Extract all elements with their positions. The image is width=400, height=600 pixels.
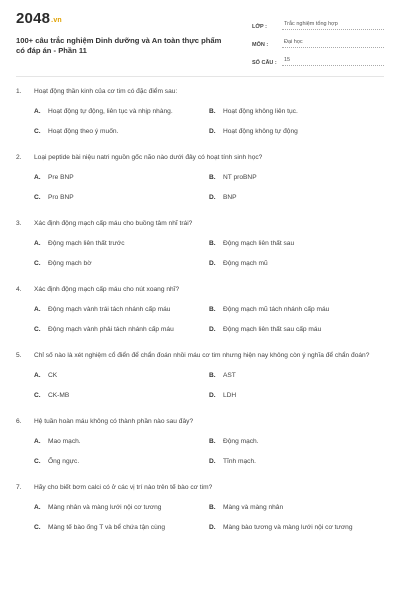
answer-letter: A. — [34, 305, 41, 313]
answer-text: Pre BNP — [48, 173, 74, 181]
answer-letter: B. — [209, 371, 216, 379]
answer-text: Động mạch mũ tách nhánh cấp máu — [223, 305, 330, 313]
answer-grid — [16, 105, 384, 137]
answer-text: Màng và màng nhân — [223, 503, 284, 511]
answer-text: Động mạch liên thất sau cấp máu — [223, 325, 322, 333]
answer-option[interactable] — [209, 369, 384, 381]
answer-option[interactable] — [34, 303, 209, 315]
answer-text: Tĩnh mạch. — [223, 457, 256, 465]
question-body: Hệ tuần hoàn máu không có thành phần nào sau đây? — [34, 418, 194, 425]
meta-value: Trắc nghiệm tổng hợp — [282, 21, 384, 30]
question-item — [16, 417, 384, 483]
answer-letter: C. — [34, 193, 41, 201]
question-number: 5. — [16, 352, 22, 359]
answer-letter: B. — [209, 107, 216, 115]
answer-grid — [16, 303, 384, 335]
answer-option[interactable] — [209, 389, 384, 401]
answer-letter: C. — [34, 391, 41, 399]
question-number: 1. — [16, 88, 22, 95]
answer-text: Động mạch vành phải tách nhánh cấp máu — [48, 325, 174, 333]
answer-option[interactable] — [209, 191, 384, 203]
question-number: 7. — [16, 484, 22, 491]
header-divider — [16, 76, 384, 77]
answer-text: BNP — [223, 193, 237, 201]
meta-key: LỚP : — [252, 24, 267, 30]
answer-text: Hoạt động không tự động — [223, 127, 298, 135]
meta-key: MÔN : — [252, 42, 269, 48]
answer-option[interactable] — [209, 435, 384, 447]
answer-text: NT proBNP — [223, 173, 257, 181]
answer-letter: D. — [209, 127, 216, 135]
question-body: Hãy cho biết bơm calci có ở các vị trí nào trên tế bào cơ tim? — [34, 484, 213, 491]
question-number: 6. — [16, 418, 22, 425]
question-text — [16, 351, 384, 361]
answer-text: Động mạch vành trái tách nhánh cấp máu — [48, 305, 171, 313]
answer-option[interactable] — [34, 237, 209, 249]
answer-text: Pro BNP — [48, 193, 74, 201]
meta-value: Đại học — [282, 39, 384, 48]
answer-letter: A. — [34, 239, 41, 247]
meta-row-subject — [252, 34, 384, 48]
answer-option[interactable] — [34, 501, 209, 513]
answer-text: Động mạch liên thất trước — [48, 239, 125, 247]
answer-letter: B. — [209, 173, 216, 181]
question-item — [16, 153, 384, 219]
question-separator — [16, 137, 384, 153]
question-body: Chỉ số nào là xét nghiệm cổ điển để chẩn đoán nhồi máu cơ tim nhưng hiện nay không còn ý nghĩa để chẩn đoán? — [34, 352, 370, 359]
answer-letter: A. — [34, 503, 41, 511]
question-body: Xác định động mạch cấp máu cho nút xoang nhĩ? — [34, 286, 180, 293]
answer-text: Động mạch. — [223, 437, 259, 445]
meta-value: 15 — [282, 57, 384, 66]
answer-letter: C. — [34, 259, 41, 267]
answer-option[interactable] — [34, 125, 209, 137]
answer-letter: C. — [34, 127, 41, 135]
answer-text: Ống ngực. — [48, 457, 80, 465]
answer-option[interactable] — [34, 105, 209, 117]
answer-option[interactable] — [34, 191, 209, 203]
question-body: Hoạt động thần kinh của cơ tim có đặc điểm sau: — [34, 88, 178, 95]
document-meta — [252, 10, 384, 74]
question-text — [16, 153, 384, 163]
question-item — [16, 87, 384, 153]
answer-option[interactable] — [209, 125, 384, 137]
answer-letter: D. — [209, 325, 216, 333]
answer-option[interactable] — [209, 237, 384, 249]
question-number: 2. — [16, 154, 22, 161]
document-header — [16, 10, 384, 74]
answer-option[interactable] — [209, 521, 384, 533]
question-item — [16, 351, 384, 417]
answer-option[interactable] — [34, 455, 209, 467]
answer-letter: D. — [209, 193, 216, 201]
answer-text: CK — [48, 371, 58, 379]
question-text — [16, 285, 384, 295]
document-title — [16, 36, 231, 56]
answer-option[interactable] — [209, 105, 384, 117]
question-text — [16, 87, 384, 97]
answer-option[interactable] — [209, 257, 384, 269]
answer-letter: A. — [34, 437, 41, 445]
answer-text: Mao mạch. — [48, 437, 81, 445]
answer-letter: D. — [209, 457, 216, 465]
answer-letter: D. — [209, 523, 216, 531]
question-separator — [16, 335, 384, 351]
answer-text: Hoạt động tự động, liên tục và nhịp nhàng. — [48, 107, 173, 115]
answer-grid — [16, 369, 384, 401]
answer-letter: B. — [209, 437, 216, 445]
question-separator — [16, 401, 384, 417]
answer-option[interactable] — [34, 323, 209, 335]
answer-letter: D. — [209, 259, 216, 267]
question-separator — [16, 203, 384, 219]
answer-grid — [16, 435, 384, 467]
answer-text: AST — [223, 371, 236, 379]
answer-text: Màng nhân và màng lưới nội cơ tương — [48, 503, 162, 511]
site-logo[interactable] — [16, 10, 231, 30]
answer-letter: C. — [34, 523, 41, 531]
title-line-2: có đáp án - Phần 11 — [16, 46, 87, 55]
answer-option[interactable] — [209, 323, 384, 335]
answer-option[interactable] — [209, 455, 384, 467]
question-body: Loại peptide bài niệu natri nguồn gốc não nào dưới đây có hoạt tính sinh học? — [34, 154, 263, 161]
answer-letter: B. — [209, 239, 216, 247]
question-text — [16, 483, 384, 493]
question-body: Xác định động mạch cấp máu cho buồng tâm nhĩ trái? — [34, 220, 193, 227]
answer-text: Động mạch liên thất sau — [223, 239, 295, 247]
question-item — [16, 219, 384, 285]
answer-option[interactable] — [34, 389, 209, 401]
meta-row-count — [252, 52, 384, 66]
answer-text: Màng bào tương và màng lưới nội cơ tương — [223, 523, 353, 531]
answer-text: Hoạt động theo ý muốn. — [48, 127, 119, 135]
answer-text: CK-MB — [48, 391, 70, 399]
answer-text: Hoạt động không liên tục. — [223, 107, 298, 115]
answer-option[interactable] — [209, 171, 384, 183]
answer-text: LDH — [223, 391, 237, 399]
logo-suffix: .vn — [51, 17, 62, 24]
answer-option[interactable] — [34, 171, 209, 183]
question-separator — [16, 467, 384, 483]
answer-letter: B. — [209, 305, 216, 313]
answer-option[interactable] — [34, 257, 209, 269]
question-separator — [16, 269, 384, 285]
question-item — [16, 285, 384, 351]
question-item — [16, 483, 384, 533]
answer-text: Động mạch mũ — [223, 259, 268, 267]
answer-grid — [16, 501, 384, 533]
question-text — [16, 417, 384, 427]
answer-grid — [16, 237, 384, 269]
meta-key: SỐ CÂU : — [252, 60, 277, 66]
answer-grid — [16, 171, 384, 203]
question-text — [16, 219, 384, 229]
meta-row-class — [252, 16, 384, 30]
answer-letter: A. — [34, 173, 41, 181]
answer-option[interactable] — [209, 303, 384, 315]
answer-letter: C. — [34, 325, 41, 333]
answer-letter: D. — [209, 391, 216, 399]
question-number: 3. — [16, 220, 22, 227]
answer-option[interactable] — [34, 521, 209, 533]
answer-text: Động mạch bờ — [48, 259, 92, 267]
answer-letter: A. — [34, 107, 41, 115]
question-number: 4. — [16, 286, 22, 293]
answer-letter: A. — [34, 371, 41, 379]
answer-letter: B. — [209, 503, 216, 511]
brand-block — [16, 10, 231, 74]
answer-option[interactable] — [34, 435, 209, 447]
answer-letter: C. — [34, 457, 41, 465]
title-line-1: 100+ câu trắc nghiệm Dinh dưỡng và An toàn thực phẩm — [16, 36, 222, 45]
answer-option[interactable] — [209, 501, 384, 513]
question-list — [16, 87, 384, 533]
logo-main: 2048 — [16, 10, 51, 27]
answer-text: Màng tế bào ống T và bể chứa tận cùng — [48, 523, 166, 531]
answer-option[interactable] — [34, 369, 209, 381]
